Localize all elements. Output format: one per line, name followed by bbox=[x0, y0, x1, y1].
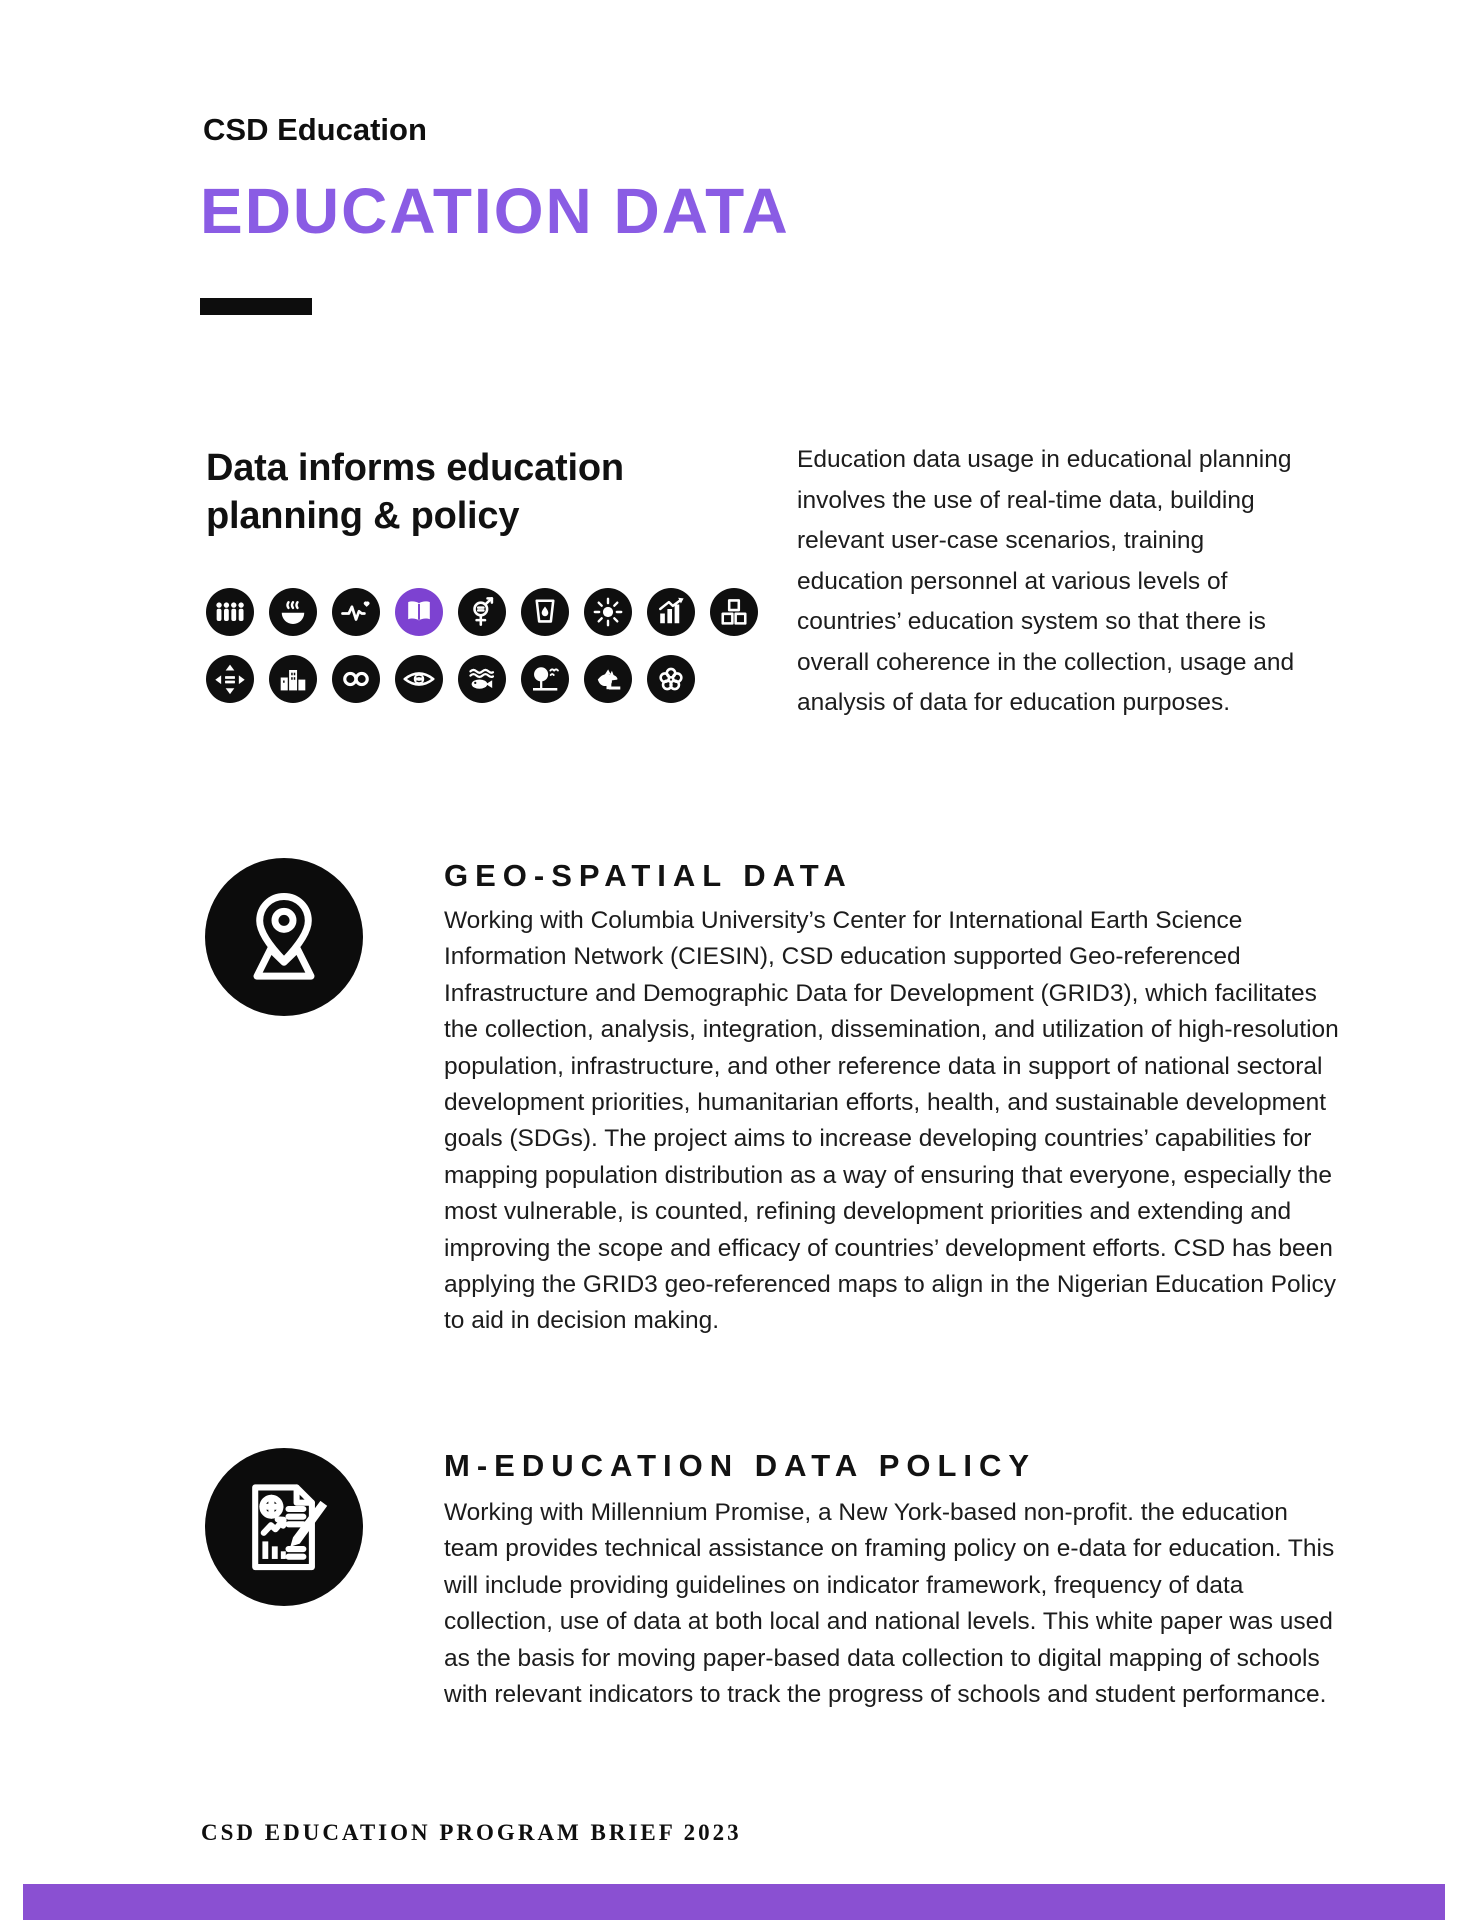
sdg-climate-action-icon bbox=[395, 655, 443, 703]
sdg-life-on-land-icon bbox=[521, 655, 569, 703]
sdg-good-health-icon-glyph bbox=[338, 594, 374, 630]
geo-spatial-paragraph: Working with Columbia University’s Center for International Earth Science Information Network (CIESIN), CSD education supported Geo-referenced Infrastructure and Demographic Data for Development (GRID3), which facilitates the collection, analysis, integration, dissemination, and utilization of high-resolution population, infrastructure, and other reference data in support of national sectoral development priorities, humanitarian efforts, health, and sustainable development goals (SDGs). The project aims to increase developing countries’ capabilities for mapping population distribution as a way of ensuring that everyone, especially the most vulnerable, is counted, refining development priorities and extending and improving the scope and efficacy of countries’ development efforts. CSD has been applying the GRID3 geo-referenced maps to align in the Nigerian Education Policy to aid in decision making. bbox=[444, 907, 1339, 1335]
sdg-life-on-land-icon-glyph bbox=[527, 661, 563, 697]
sdg-responsible-consumption-icon-glyph bbox=[338, 661, 374, 697]
sdg-economic-growth-icon-glyph bbox=[653, 594, 689, 630]
sdg-life-below-water-icon-glyph bbox=[464, 661, 500, 697]
document-pencil-glyph bbox=[230, 1473, 338, 1581]
footer-accent-bar bbox=[23, 1884, 1445, 1920]
sdg-reduced-inequalities-icon bbox=[206, 655, 254, 703]
title-divider-bar bbox=[200, 298, 312, 315]
sdg-icon-row-2 bbox=[206, 655, 695, 703]
intro-paragraph: Education data usage in educational planning involves the use of real-time data, building relevant user-case scenarios, training education personnel at various levels of countries’ education system so that there is overall coherence in the collection, usage and analysis of data for education purposes. bbox=[797, 446, 1295, 716]
sdg-zero-hunger-icon-glyph bbox=[275, 594, 311, 630]
sdg-clean-energy-icon bbox=[584, 588, 632, 636]
m-education-heading: M-EDUCATION DATA POLICY bbox=[444, 1448, 1037, 1483]
sdg-sustainable-cities-icon-glyph bbox=[275, 661, 311, 697]
sdg-responsible-consumption-icon bbox=[332, 655, 380, 703]
sdg-quality-education-icon-glyph bbox=[401, 594, 437, 630]
sdg-partnerships-icon bbox=[647, 655, 695, 703]
sdg-industry-innovation-icon-glyph bbox=[716, 594, 752, 630]
sdg-clean-water-icon bbox=[521, 588, 569, 636]
intro-heading: Data informs education planning & policy bbox=[206, 447, 624, 537]
sdg-icon-row-1 bbox=[206, 588, 758, 636]
sdg-life-below-water-icon bbox=[458, 655, 506, 703]
sdg-partnerships-icon-glyph bbox=[653, 661, 689, 697]
sdg-good-health-icon bbox=[332, 588, 380, 636]
sdg-peace-justice-icon bbox=[584, 655, 632, 703]
sdg-sustainable-cities-icon bbox=[269, 655, 317, 703]
sdg-peace-justice-icon-glyph bbox=[590, 661, 626, 697]
sdg-clean-water-icon-glyph bbox=[527, 594, 563, 630]
geo-spatial-map-pin-icon bbox=[205, 858, 363, 1016]
sdg-gender-equality-icon bbox=[458, 588, 506, 636]
kicker-text: CSD Education bbox=[203, 112, 427, 147]
sdg-no-poverty-icon-glyph bbox=[212, 594, 248, 630]
page-title: EDUCATION DATA bbox=[200, 175, 790, 247]
sdg-gender-equality-icon-glyph bbox=[464, 594, 500, 630]
sdg-no-poverty-icon bbox=[206, 588, 254, 636]
geo-spatial-heading: GEO-SPATIAL DATA bbox=[444, 858, 853, 893]
sdg-quality-education-icon bbox=[395, 588, 443, 636]
map-pin-glyph bbox=[230, 883, 338, 991]
sdg-economic-growth-icon bbox=[647, 588, 695, 636]
sdg-industry-innovation-icon bbox=[710, 588, 758, 636]
sdg-reduced-inequalities-icon-glyph bbox=[212, 661, 248, 697]
footer-program-brief-text: CSD EDUCATION PROGRAM BRIEF 2023 bbox=[201, 1820, 742, 1845]
m-education-document-pencil-icon bbox=[205, 1448, 363, 1606]
sdg-clean-energy-icon-glyph bbox=[590, 594, 626, 630]
sdg-zero-hunger-icon bbox=[269, 588, 317, 636]
m-education-paragraph: Working with Millennium Promise, a New York-based non-profit. the education team provides technical assistance on framing policy on e-data for education. This will include providing guidelines on indicator framework, frequency of data collection, use of data at both local and national levels. This white paper was used as the basis for moving paper-based data collection to digital mapping of schools with relevant indicators to track the progress of schools and student performance. bbox=[444, 1499, 1335, 1709]
sdg-climate-action-icon-glyph bbox=[401, 661, 437, 697]
